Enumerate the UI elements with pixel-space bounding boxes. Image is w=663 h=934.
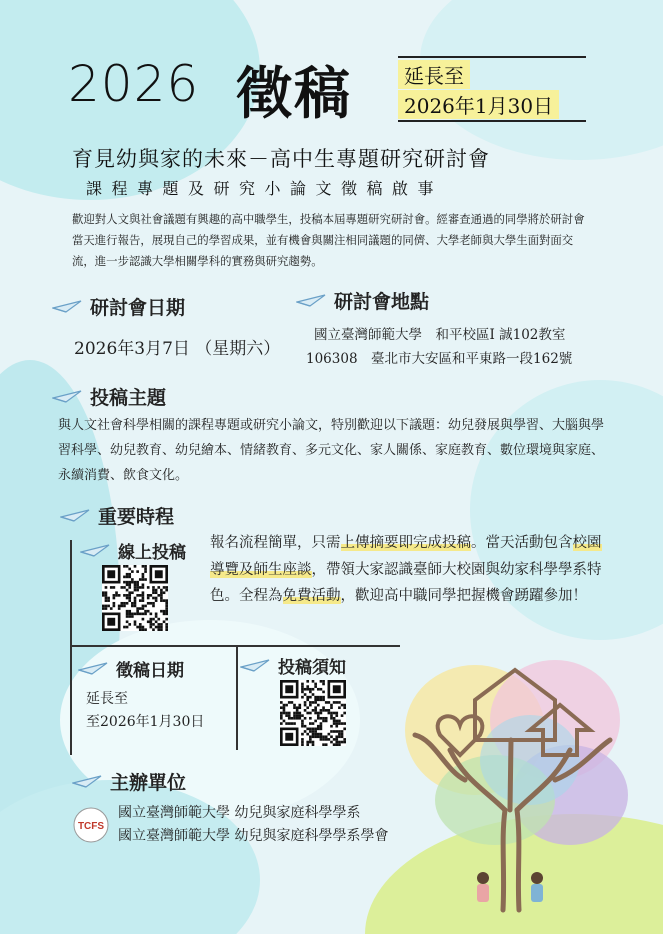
event-date: 2026年3月7日 （星期六） <box>74 339 281 359</box>
location-line2: 106308 臺北市大安區和平東路一段162號 <box>306 351 573 367</box>
paper-plane-icon <box>78 662 108 676</box>
extend-bottom-rule <box>398 120 586 122</box>
deadline-line1: 延長至 <box>86 691 128 707</box>
title-year: 2026 <box>68 55 200 113</box>
paper-plane-icon <box>52 300 82 314</box>
paper-plane-icon <box>296 294 326 308</box>
online-heading: 線上投稿 <box>80 538 186 563</box>
department-logo <box>72 806 110 844</box>
schedule-frame-left <box>70 540 72 755</box>
paper-plane-icon <box>240 659 270 673</box>
title-call-for-papers: 徵稿 <box>236 61 352 127</box>
organizer-line2: 國立臺灣師範大學 幼兒與家庭科學學系學會 <box>118 828 389 844</box>
schedule-frame-divider <box>70 645 400 647</box>
schedule-heading: 重要時程 <box>60 502 174 529</box>
intro-paragraph: 歡迎對人文與社會議題有興趣的高中職學生，投稿本屆專題研究研討會。經審查通過的同學將於研討會當天進行報告，展現自己的學習成果，並有機會與關注相同議題的同儕、大學老師與大學生面對面交流，進一步認識大學相關學科的實務與研究趨勢。 <box>72 212 585 268</box>
topic-body: 與人文社會科學相關的課程專題或研究小論文，特別歡迎以下議題：幼兒發展與學習、大腦與學習科學、幼兒教育、幼兒繪本、情緒教育、多元文化、家人關係、家庭教育、數位環境與家庭、永續消費、飲食文化。 <box>58 418 605 483</box>
event-title: 育見幼與家的未來－高中生專題研究研討會 <box>72 147 490 171</box>
schedule-description: 報名流程簡單，只需上傳摘要即完成投稿。當天活動包含校園導覽及師生座談，帶領大家認識臺師大校園與幼家科學學系特色。全程為免費活動，歡迎高中職同學把握機會踴躍參加！ <box>210 535 602 604</box>
organizer-line1: 國立臺灣師範大學 幼兒與家庭科學學系 <box>118 805 361 821</box>
deadline-line2: 至2026年1月30日 <box>86 714 205 730</box>
paper-plane-icon <box>52 390 82 404</box>
organizer-heading: 主辦單位 <box>72 768 186 795</box>
topic-heading: 投稿主題 <box>52 383 166 410</box>
online-submission-qr-code[interactable] <box>102 565 168 631</box>
event-subtitle: 課程專題及研究小論文徵稿啟事 <box>86 179 444 198</box>
deadline-heading: 徵稿日期 <box>78 656 184 681</box>
logo-text: TCFS <box>77 821 105 832</box>
submission-notice-qr-code[interactable] <box>280 680 346 746</box>
extend-label: 延長至 <box>398 60 470 89</box>
schedule-frame-middle <box>236 645 238 750</box>
notice-heading: 投稿須知 <box>240 653 346 678</box>
paper-plane-icon <box>60 509 90 523</box>
date-heading: 研討會日期 <box>52 293 185 320</box>
location-heading: 研討會地點 <box>296 287 429 314</box>
location-line1: 國立臺灣師範大學 和平校區I 誠102教室 <box>314 327 566 343</box>
paper-plane-icon <box>80 544 110 558</box>
tree-illustration <box>355 640 663 934</box>
extend-top-rule <box>398 56 586 58</box>
paper-plane-icon <box>72 775 102 789</box>
extend-date: 2026年1月30日 <box>398 90 559 119</box>
